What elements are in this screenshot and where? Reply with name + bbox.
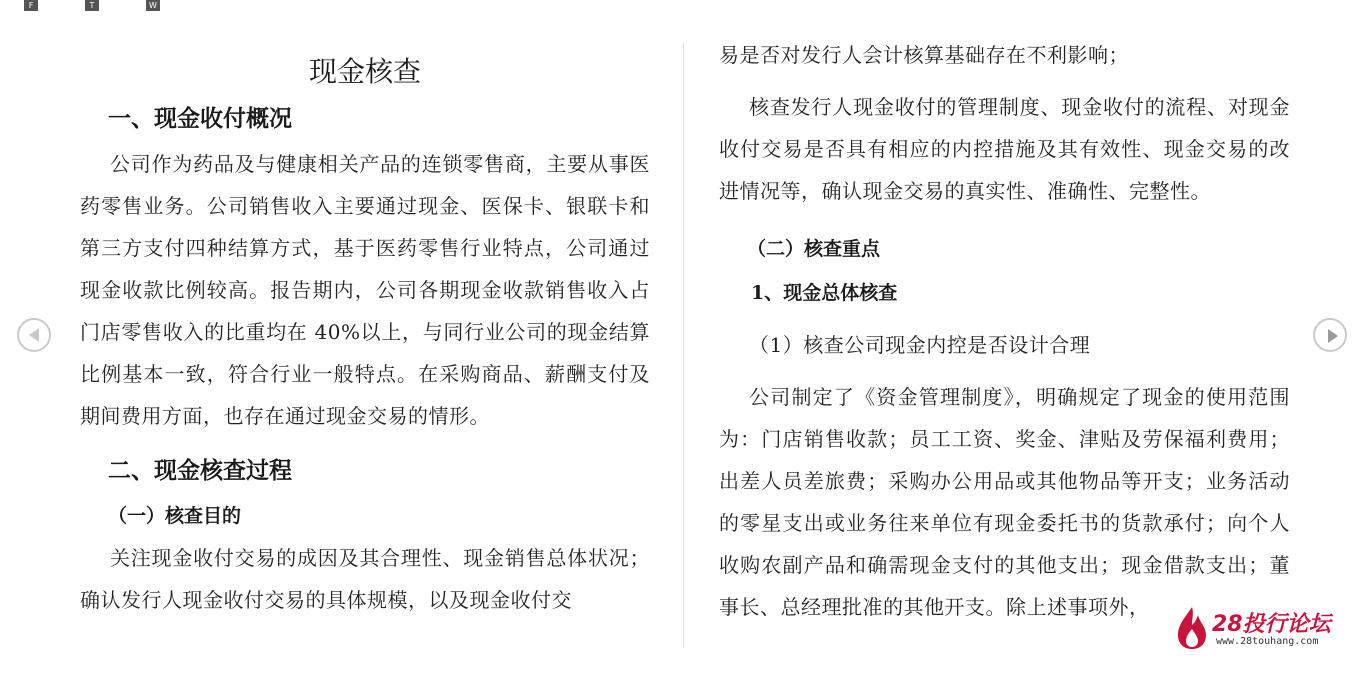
watermark-url: www.28touhang.com: [1216, 636, 1319, 647]
page-divider: [683, 42, 684, 648]
subsection-heading-purpose: （一）核查目的: [108, 505, 242, 527]
subsection-heading-focus: （二）核查重点: [747, 238, 881, 260]
item-heading-overall-check: 1、现金总体核查: [751, 282, 898, 304]
chevron-right-icon: [1315, 320, 1349, 354]
section-heading-cash-overview: 一、现金收付概况: [108, 105, 292, 132]
section-heading-verification-process: 二、现金核查过程: [108, 457, 292, 484]
toolbar-button-w[interactable]: W: [146, 0, 160, 11]
right-page: [719, 34, 1290, 648]
toolbar-button-f[interactable]: F: [24, 0, 38, 11]
paragraph-fund-management: 公司制定了《资金管理制度》，明确规定了现金的使用范围为：门店销售收款；员工工资、奖金、津贴及劳保福利费用；出差人员差旅费；采购办公用品或其他物品等开支；业务活动的零星支出或业务往来单位有现金委托书的货款承付；向个人收购农副产品和确需现金支付的其他支出；现金借款支出；董事长、总经理批准的其他开支。除上述事项外，: [719, 385, 1290, 619]
previous-page-button[interactable]: [17, 318, 51, 352]
watermark-logo: [1172, 603, 1342, 653]
left-page: [80, 36, 650, 650]
flame-icon: [1172, 603, 1212, 653]
document-title: 现金核查: [308, 55, 421, 88]
watermark-brand: 28投行论坛: [1212, 612, 1331, 637]
item-subheading-internal-control: （1）核查公司现金内控是否设计合理: [749, 333, 1091, 357]
paragraph-management-review: 核查发行人现金收付的管理制度、现金收付的流程、对现金收付交易是否具有相应的内控措施及其有效性、现金交易的改进情况等，确认现金交易的真实性、准确性、完整性。: [719, 95, 1290, 203]
section-paragraph-purpose: 关注现金收付交易的成因及其合理性、现金销售总体状况；确认发行人现金收付交易的具体规模，以及现金收付交: [80, 546, 650, 612]
toolbar-button-t[interactable]: T: [85, 0, 99, 11]
chevron-left-icon: [19, 320, 49, 350]
continued-paragraph: 易是否对发行人会计核算基础存在不利影响；: [719, 43, 1129, 67]
section-paragraph-overview: 公司作为药品及与健康相关产品的连锁零售商，主要从事医药零售业务。公司销售收入主要通过现金、医保卡、银联卡和第三方支付四种结算方式，基于医药零售行业特点，公司通过现金收款比例较高。报告期内，公司各期现金收款销售收入占门店零售收入的比重均在 40%以上，与同行业公司的现金结算比例基本一致，符合行业一般特点。在采购商品、薪酬支付及期间费用方面，也存在通过现金交易的情形。: [80, 152, 650, 428]
next-page-button[interactable]: [1313, 318, 1347, 352]
